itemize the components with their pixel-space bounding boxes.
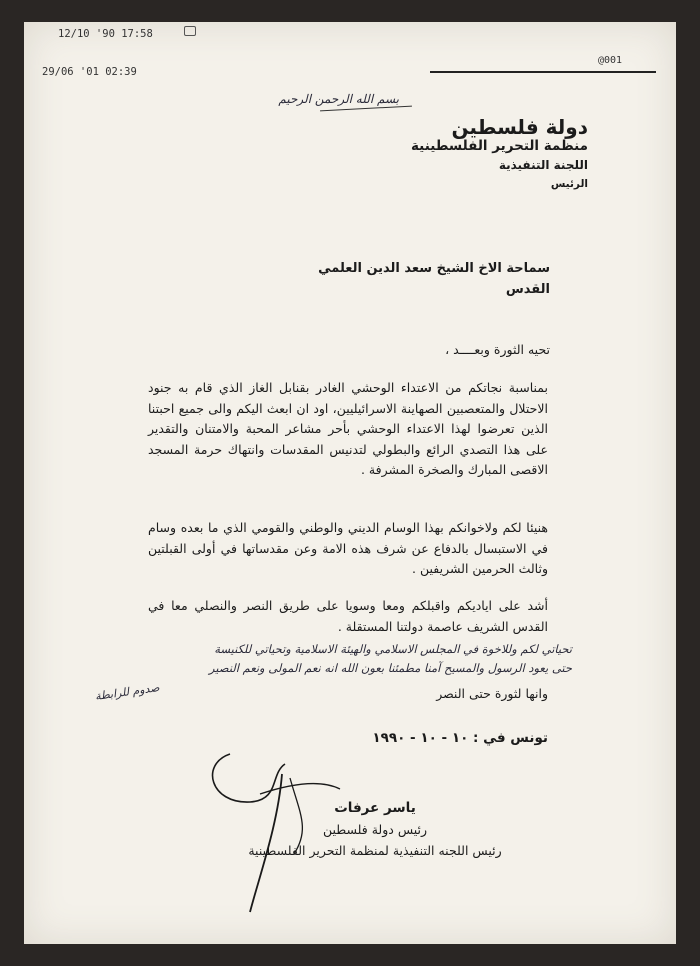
addressee	[190, 258, 550, 300]
letterhead-committee: اللجنة التنفيذية	[498, 158, 588, 172]
fax-box-icon	[184, 26, 196, 36]
fax-divider-line	[430, 71, 656, 73]
handwritten-note-line-1: تحياتي لكم وللاخوة في المجلس الاسلامي والهيئة الاسلامية وتحياتي للكنيسة	[214, 642, 572, 656]
letter-page	[24, 22, 676, 944]
signatory-name: ياسر عرفات	[334, 800, 416, 816]
letterhead-president: الرئيس	[550, 178, 588, 190]
letterhead-state: دولة فلسطين	[451, 115, 588, 139]
addressee-city: القدس	[505, 282, 550, 297]
body-paragraph-3: أشد على اياديكم واقبلكم ومعا وسويا على طريق النصر والنصلي معا في القدس الشريف عاصمة دولتنا المستقلة .	[148, 598, 548, 634]
greeting: تحيه الثورة وبعــــد ،	[445, 342, 550, 357]
letterhead	[388, 115, 588, 194]
fax-header-received: 12/10 '90 17:58	[58, 28, 153, 40]
place-and-date: تونس في : ١٠ - ١٠ - ١٩٩٠	[372, 730, 548, 746]
fax-header-sent: 29/06 '01 02:39	[42, 66, 137, 78]
letterhead-organization: منظمة التحرير الفلسطينية	[411, 138, 588, 154]
body-paragraph-1: بمناسبة نجاتكم من الاعتداء الوحشي الغادر بقنابل الغاز الذي قام به جنود الاحتلال والمتعصبين الصهاينة الاسرائيليين، اود ان ابعث اليكم والى جميع احبتنا الذين تعرضوا لهذا الاعتداء الوحشي بأحر مشاعر المحبة والامتنان والتقدير على هذا التصدي الرائع والبطولي لتدنيس المقدسات وانتهاك حرمة المسجد الاقصى المبارك والصخرة المشرفة .	[148, 380, 548, 477]
signatory-title-1: رئيس دولة فلسطين	[322, 822, 428, 837]
handwritten-note-line-2: حتى يعود الرسول والمسيح آمنا مطمئنا بعون الله انه نعم المولى ونعم النصير	[209, 661, 572, 675]
body-paragraph-2: هنيئا لكم ولاخوانكم بهذا الوسام الديني والوطني والقومي الذي ما بعده وسام في الاستبسال بالدفاع عن شرف هذه الامة وعن مقدساتها في أولى القبلتين وثالث الحرمين الشريفين .	[148, 520, 548, 576]
basmala-underline	[320, 106, 412, 112]
addressee-name: سماحة الاخ الشيخ سعد الدين العلمي	[318, 261, 550, 276]
basmala: بسم الله الرحمن الرحيم	[278, 92, 399, 106]
signature-block	[210, 798, 540, 861]
margin-handwritten-note: صدوم للرابطة	[94, 681, 161, 703]
handwritten-note	[100, 640, 572, 678]
signature-stroke-1	[213, 754, 285, 802]
closing-slogan: وانها لثورة حتى النصر	[436, 686, 548, 701]
fax-page-number: @001	[598, 55, 623, 66]
signatory-title-2: رئيس اللجنه التنفيذية لمنظمة التحرير الفلسطينية	[248, 843, 502, 858]
